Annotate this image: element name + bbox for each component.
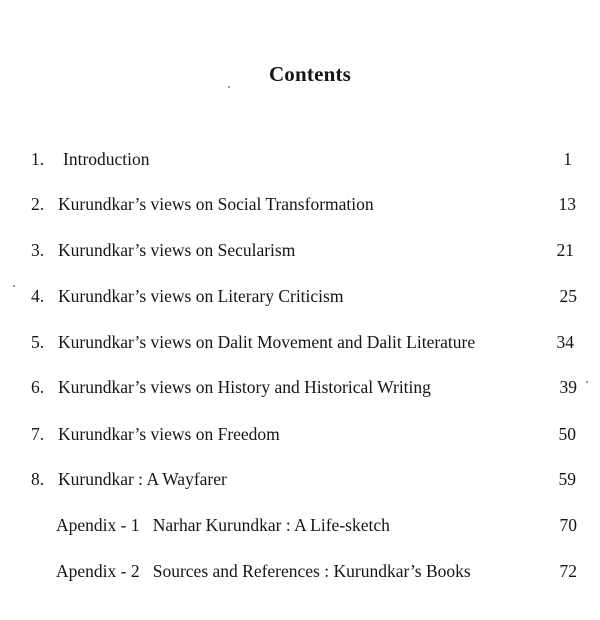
toc-entry-title: Kurundkar’s views on Social Transformation xyxy=(58,194,374,214)
toc-appendix-entry xyxy=(0,512,600,538)
toc-entry xyxy=(0,374,600,400)
toc-entry xyxy=(0,283,600,309)
toc-entry-page: 59 xyxy=(558,469,576,489)
toc-entry-number: 4. xyxy=(31,286,45,306)
toc-entry xyxy=(0,466,600,492)
toc-entry-number: 2. xyxy=(31,194,45,214)
toc-entry-number: 3. xyxy=(31,240,45,260)
toc-entry-number: 7. xyxy=(31,424,45,444)
toc-entry-page: 1 xyxy=(563,149,572,169)
toc-entry-page: 39 xyxy=(559,377,577,397)
toc-entry-title: Kurundkar : A Wayfarer xyxy=(58,469,227,489)
toc-entry xyxy=(0,421,600,447)
toc-appendix-page: 70 xyxy=(559,515,577,535)
toc-entry-page: 21 xyxy=(556,240,574,260)
toc-entry-title: Kurundkar’s views on Dalit Movement and Dalit Literature xyxy=(58,332,476,352)
toc-entry-page: 25 xyxy=(559,286,577,306)
toc-entry-title: Introduction xyxy=(63,149,150,169)
toc-entry-number: 8. xyxy=(31,469,45,489)
toc-entry-number: 5. xyxy=(31,332,45,352)
toc-entry-title: Kurundkar’s views on Literary Criticism xyxy=(58,286,344,306)
paper-speck xyxy=(586,381,588,383)
toc-entry-page: 13 xyxy=(558,194,576,214)
toc-appendix-title: Apendix - 2 Sources and References : Kurundkar’s Books xyxy=(56,561,471,581)
page-title: Contents xyxy=(268,62,352,86)
paper-speck xyxy=(228,86,230,88)
toc-entry-title: Kurundkar’s views on Freedom xyxy=(58,424,280,444)
toc-entry-title: Kurundkar’s views on History and Historical Writing xyxy=(58,377,431,397)
toc-entry-number: 1. xyxy=(31,149,45,169)
toc-entry xyxy=(0,237,600,263)
toc-entry xyxy=(0,191,600,217)
toc-entry xyxy=(0,146,600,172)
toc-entry-page: 34 xyxy=(556,332,574,352)
toc-entry-number: 6. xyxy=(31,377,45,397)
toc-appendix-page: 72 xyxy=(559,561,577,581)
toc-appendix-entry xyxy=(0,558,600,584)
toc-entry-page: 50 xyxy=(558,424,576,444)
paper-speck xyxy=(13,285,15,287)
toc-appendix-title: Apendix - 1 Narhar Kurundkar : A Life-sketch xyxy=(56,515,390,535)
toc-entry xyxy=(0,329,600,355)
toc-entry-title: Kurundkar’s views on Secularism xyxy=(58,240,296,260)
